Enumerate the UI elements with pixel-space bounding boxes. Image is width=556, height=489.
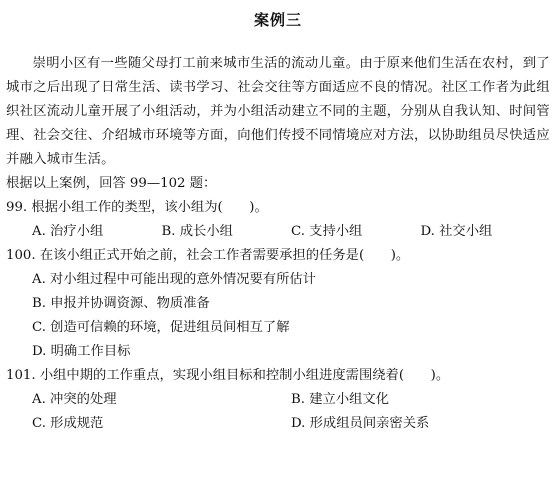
question-99-option-c: C. 支持小组 [291, 224, 363, 239]
question-100-option-a: A. 对小组过程中可能出现的意外情况要有所估计 [32, 272, 316, 287]
question-101-option-c: C. 形成规范 [32, 416, 104, 431]
question-100: 100. 在该小组正式开始之前，社会工作者需要承担的任务是( )。 [6, 248, 410, 263]
question-101-option-a: A. 冲突的处理 [32, 392, 117, 407]
question-101-options-row-1 [6, 388, 550, 412]
question-99: 99. 根据小组工作的类型，该小组为( )。 [6, 200, 268, 215]
question-100-option-b: B. 申报并协调资源、物质准备 [32, 296, 210, 311]
question-101-option-d: D. 形成组员间亲密关系 [291, 416, 430, 431]
question-101-options-row-2 [6, 412, 550, 436]
question-99-option-a: A. 治疗小组 [32, 224, 104, 239]
case-title: 案例三 [253, 11, 302, 29]
question-101-option-b: B. 建立小组文化 [291, 392, 390, 407]
question-99-option-d: D. 社交小组 [420, 224, 493, 239]
question-101: 101. 小组中期的工作重点，实现小组目标和控制小组进度需围绕着( )。 [6, 368, 450, 383]
question-99-option-b: B. 成长小组 [161, 224, 233, 239]
instruction-line: 根据以上案例，回答 99—102 题： [6, 176, 217, 191]
case-paragraph: 崇明小区有一些随父母打工前来城市生活的流动儿童。由于原来他们生活在农村，到了城市之后出现了日常生活、读书学习、社会交往等方面适应不良的情况。社区工作者为此组织社区流动儿童开展了小组活动，并为小组活动建立不同的主题，分别从自我认知、时间管理、社会交往、介绍城市环境等方面，向他们传授不同情境应对方法，以协助组员尽快适应并融入城市生活。 [6, 56, 550, 167]
question-100-option-c: C. 创造可信赖的环境，促进组员间相互了解 [32, 320, 290, 335]
question-99-options [6, 220, 550, 244]
question-100-option-d: D. 明确工作目标 [32, 344, 131, 359]
question-100-options [6, 268, 550, 364]
